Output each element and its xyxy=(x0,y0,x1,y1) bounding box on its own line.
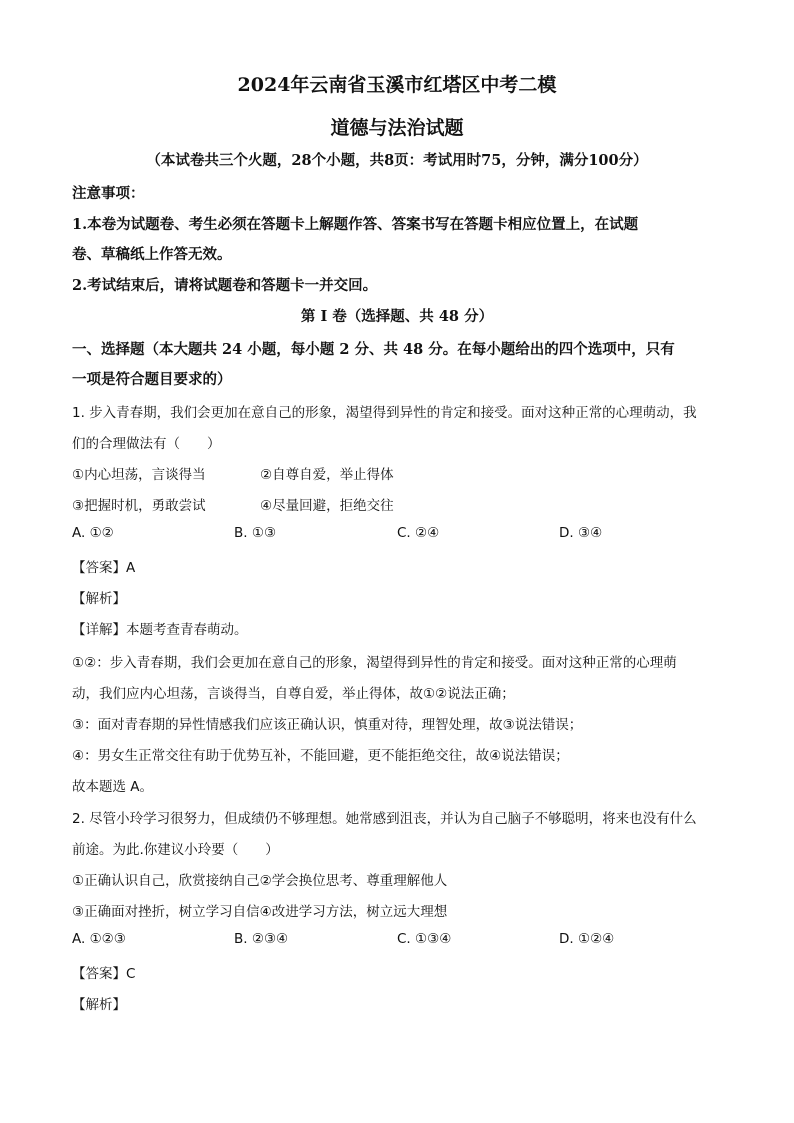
question-1-choice-b: B. ①③ xyxy=(234,525,277,541)
question-1-answer: 【答案】A xyxy=(72,560,136,576)
question-2-options-row-1: ①正确认识自己，欣赏接纳自己②学会换位思考、尊重理解他人 xyxy=(72,873,448,889)
question-2-choice-b: B. ②③④ xyxy=(234,931,289,947)
notice-item-2: 2.考试结束后，请将试题卷和答题卡一并交回。 xyxy=(72,277,378,294)
question-1-choice-c: C. ②④ xyxy=(397,525,440,541)
notice-heading: 注意事项： xyxy=(72,185,145,202)
exam-info: （本试卷共三个火题，28个小题，共8页：考试用时75，分钟，满分100分） xyxy=(146,152,648,169)
question-1-option-4: ④尽量回避，拒绝交往 xyxy=(260,498,394,514)
question-2-options-row-2: ③正确面对挫折，树立学习自信④改进学习方法，树立远大理想 xyxy=(72,904,448,920)
question-1-option-2: ②自尊自爱，举止得体 xyxy=(260,467,394,483)
question-1-option-1: ①内心坦荡，言谈得当 xyxy=(72,467,206,483)
question-1-conclusion: 故本题选 A。 xyxy=(72,779,154,795)
question-2-stem-line-1: 2. 尽管小玲学习很努力，但成绩仍不够理想。她常感到沮丧，并认为自己脑子不够聪明，将来也没有什么 xyxy=(72,811,697,827)
notice-item-1-line-2: 卷、草稿纸上作答无效。 xyxy=(72,246,232,263)
question-1-stem-line-2: 们的合理做法有（ ） xyxy=(72,436,221,452)
question-1-explanation-1-line-1: ①②：步入青春期，我们会更加在意自己的形象，渴望得到异性的肯定和接受。面对这种正常的心理萌 xyxy=(72,655,677,671)
question-1-choice-d: D. ③④ xyxy=(559,525,603,541)
document-title: 2024年云南省玉溪市红塔区中考二模 xyxy=(237,74,557,96)
section-heading-line-2: 一项是符合题目要求的） xyxy=(72,371,232,388)
question-2-choice-d: D. ①②④ xyxy=(559,931,615,947)
question-1-option-3: ③把握时机，勇敢尝试 xyxy=(72,498,206,514)
document-subtitle: 道德与法治试题 xyxy=(330,117,464,139)
question-2-answer: 【答案】C xyxy=(72,966,136,982)
section-heading-line-1: 一、选择题（本大题共 24 小题，每小题 2 分、共 48 分。在每小题给出的四个选项中，只有 xyxy=(72,341,675,358)
question-2-choice-a: A. ①②③ xyxy=(72,931,126,947)
question-1-explanation-3: ④：男女生正常交往有助于优势互补，不能回避，更不能拒绝交往，故④说法错误； xyxy=(72,748,569,764)
part-heading: 第 I 卷（选择题、共 48 分） xyxy=(300,308,494,325)
question-1-detail: 【详解】本题考查青春萌动。 xyxy=(72,622,248,638)
question-1-explanation-2: ③：面对青春期的异性情感我们应该正确认识，慎重对待，理智处理，故③说法错误； xyxy=(72,717,583,733)
question-2-analysis-label: 【解析】 xyxy=(72,997,126,1013)
question-2-stem-line-2: 前途。为此.你建议小玲要（ ） xyxy=(72,842,279,858)
question-1-stem-line-1: 1. 步入青春期，我们会更加在意自己的形象，渴望得到异性的肯定和接受。面对这种正常的心理萌动，我 xyxy=(72,405,697,421)
question-2-choice-c: C. ①③④ xyxy=(397,931,452,947)
notice-item-1-line-1: 1.本卷为试题卷、考生必须在答题卡上解题作答、答案书写在答题卡相应位置上，在试题 xyxy=(72,216,639,233)
question-1-choice-a: A. ①② xyxy=(72,525,114,541)
question-1-explanation-1-line-2: 动，我们应内心坦荡，言谈得当，自尊自爱，举止得体，故①②说法正确； xyxy=(72,686,515,702)
question-1-analysis-label: 【解析】 xyxy=(72,591,126,607)
